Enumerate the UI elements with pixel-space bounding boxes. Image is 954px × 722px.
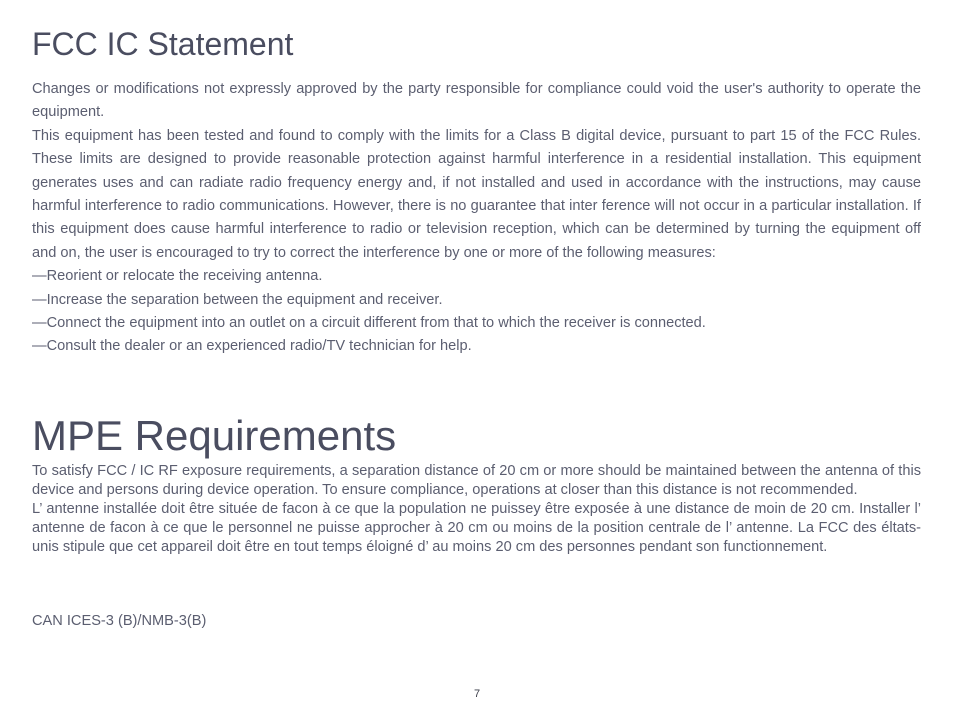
ices-compliance-line: CAN ICES-3 (B)/NMB-3(B) — [32, 613, 207, 629]
measure-item: —Consult the dealer or an experienced radio/TV technician for help. — [32, 338, 472, 355]
mpe-paragraph-english: To satisfy FCC / IC RF exposure requirements, a separation distance of 20 cm or more should be maintained between the antenna of this device and persons during device operation. To ensure compliance, operations at closer than this distance is not recommended. — [32, 463, 921, 498]
page-number: 7 — [473, 688, 481, 700]
fcc-paragraph-modifications: Changes or modifications not expressly approved by the party responsible for compliance could void the user's authority to operate the equipment. — [32, 81, 921, 121]
fcc-paragraph-class-b: This equipment has been tested and found to comply with the limits for a Class B digital device, pursuant to part 15 of the FCC Rules. These limits are designed to provide reasonable protection against harmful interference in a residential installation. This equipment generates uses and can radiate radio frequency energy and, if not installed and used in accordance with the instructions, may cause harmful interference to radio communications. However, there is no guarantee that inter ference will not occur in a particular installation. If this equipment does cause harmful interference to radio or television reception, which can be determined by turning the equipment off and on, the user is encouraged to try to correct the interference by one or more of the following measures: — [32, 127, 921, 261]
mpe-section-title: MPE Requirements — [32, 412, 397, 459]
fcc-section-body — [32, 78, 921, 359]
mpe-section-body — [32, 462, 921, 557]
mpe-paragraph-french: L’ antenne installée doit être située de facon à ce que la population ne puissey être exposée à une distance de moin de 20 cm. Installer l’ antenne de facon à ce que le personnel ne puisse approcher à 20 cm ou moins de la position centrale de l’ antenne. La FCC des éltats-unis stipule que cet appareil doit être en tout temps éloigné d’ au moins 20 cm des personnes pendant son functionnement. — [32, 500, 921, 555]
measure-item: —Reorient or relocate the receiving antenna. — [32, 268, 323, 285]
fcc-section-title: FCC IC Statement — [32, 26, 294, 62]
measure-item: —Connect the equipment into an outlet on a circuit different from that to which the receiver is connected. — [32, 315, 706, 332]
measure-item: —Increase the separation between the equipment and receiver. — [32, 291, 443, 308]
